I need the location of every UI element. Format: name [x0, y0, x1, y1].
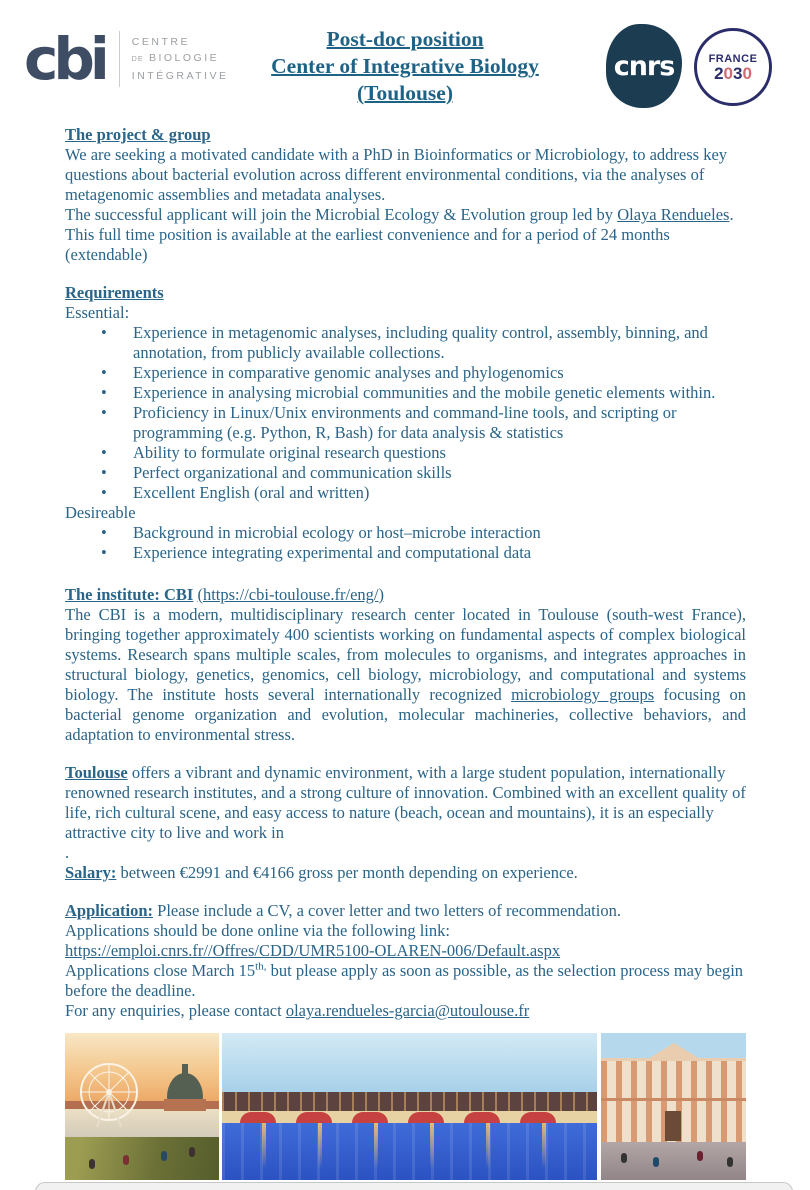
- section-heading-toulouse: Toulouse: [65, 763, 128, 782]
- application-url-link[interactable]: https://emploi.cnrs.fr//Offres/CDD/UMR5100-OLAREN-006/Default.aspx: [65, 941, 561, 960]
- enquiries-line: [65, 1001, 746, 1021]
- bridge-arch: [240, 1112, 276, 1123]
- application-link-line: [65, 941, 746, 961]
- project-para2-rest: . This full time position is available at the earliest convenience and for a period of 24 months (extendable): [65, 205, 734, 264]
- light-reflection: [430, 1123, 434, 1180]
- light-reflection: [318, 1123, 322, 1180]
- list-item: • Excellent English (oral and written): [65, 483, 746, 503]
- essential-list: [65, 323, 746, 503]
- enquiries-text: For any enquiries, please contact: [65, 1001, 286, 1020]
- list-item: • Background in microbial ecology or host–microbe interaction: [65, 523, 746, 543]
- title-line-3: (Toulouse): [357, 81, 453, 105]
- bridge-arch: [408, 1112, 444, 1123]
- digit-3: 3: [733, 63, 743, 83]
- photo-pont-neuf-bridge: [222, 1033, 597, 1180]
- cbi-subtitle-line1: CENTRE: [131, 36, 190, 48]
- facade-cornice: [601, 1098, 746, 1101]
- project-paragraph-1: We are seeking a motivated candidate with a PhD in Bioinformatics or Microbiology, to address key questions about bacterial evolution across different environmental conditions, via the analyses of metagenomic assemblies and metadata analyses.: [65, 145, 728, 204]
- project-paragraph-2: [65, 205, 746, 265]
- person-silhouette: [621, 1153, 627, 1163]
- cbi-subtitle-de: DE: [131, 56, 144, 63]
- cbi-subtitle-biologie: BIOLOGIE: [148, 52, 220, 64]
- title-line-2: Center of Integrative Biology: [271, 54, 539, 78]
- cbi-logo-divider: [119, 31, 120, 87]
- document-body: [65, 125, 746, 1021]
- deadline-text: Applications close March 15: [65, 961, 256, 980]
- salary-line: [65, 863, 746, 883]
- deadline-superscript: th,: [255, 960, 267, 973]
- photo-capitole: [601, 1033, 746, 1180]
- bridge-arch: [464, 1112, 500, 1123]
- project-para2-text: The successful applicant will join the Microbial Ecology & Evolution group led by: [65, 205, 618, 224]
- list-item: • Experience in analysing microbial communities and the mobile genetic elements within.: [65, 383, 746, 403]
- cbi-website-link[interactable]: (https://cbi-toulouse.fr/eng/): [197, 585, 384, 604]
- list-item: • Experience in comparative genomic analyses and phylogenomics: [65, 363, 746, 383]
- list-item: • Proficiency in Linux/Unix environments and command-line tools, and scripting or programming (e.g. Python, R, Bash) for data analysis & statistics: [65, 403, 746, 443]
- bridge-arch: [520, 1112, 556, 1123]
- person-silhouette: [653, 1157, 659, 1167]
- application-label: Application:: [65, 901, 154, 920]
- digit-2: 2: [714, 63, 724, 83]
- section-heading-project: The project & group: [65, 125, 211, 144]
- section-heading-institute: The institute: CBI: [65, 585, 194, 604]
- person-silhouette: [89, 1159, 95, 1169]
- france-2030-year: [714, 65, 752, 82]
- toulouse-text: offers a vibrant and dynamic environment, with a large student population, internationally renowned research institutes, and a strong culture of innovation. Combined with an excellent quality of life, rich cultural scene, and easy access to nature (beach, ocean and mountains), it is an especially attractive city to live and work in: [65, 763, 746, 842]
- bridge-deck: [222, 1111, 597, 1123]
- cbi-subtitle-line3: INTÉGRATIVE: [131, 70, 229, 82]
- cnrs-logo-text: cnrs: [613, 50, 675, 82]
- dome-base-building: [164, 1099, 206, 1111]
- light-reflection: [374, 1123, 378, 1180]
- section-heading-requirements: Requirements: [65, 283, 164, 302]
- digit-0b: 0: [742, 63, 752, 83]
- ferris-wheel-icon: [73, 1059, 145, 1131]
- institute-heading-line: [65, 585, 746, 605]
- institute-paragraph: [65, 605, 746, 745]
- contact-email-link[interactable]: olaya.rendueles-garcia@utoulouse.fr: [285, 1001, 530, 1020]
- grass-bank: [65, 1137, 219, 1180]
- toulouse-paragraph: [65, 763, 746, 843]
- salary-text: between €2991 and €4166 gross per month depending on experience.: [116, 863, 578, 882]
- deadline-text-rest: but please apply as soon as possible, as the selection process may begin before the deadline.: [65, 961, 744, 1000]
- cbi-logo-wordmark: cbi: [24, 25, 105, 93]
- france-2030-logo: [694, 28, 772, 106]
- person-silhouette: [123, 1155, 129, 1165]
- title-line-1: Post-doc position: [326, 27, 484, 51]
- institute-text-rest: focusing on bacterial genome organization and evolution, molecular machineries, collective behaviors, and adaptation to environmental stress.: [65, 685, 747, 744]
- stray-period: .: [65, 843, 70, 862]
- desirable-list: [65, 523, 746, 563]
- light-reflection: [542, 1123, 546, 1180]
- page-title: [205, 26, 605, 107]
- list-item: • Experience integrating experimental and computational data: [65, 543, 746, 563]
- list-item: • Perfect organizational and communication skills: [65, 463, 746, 483]
- essential-label: Essential:: [65, 303, 130, 322]
- microbiology-groups-link[interactable]: microbiology groups: [511, 685, 655, 704]
- light-reflection: [262, 1123, 266, 1180]
- application-text-1: Please include a CV, a cover letter and two letters of recommendation.: [153, 901, 621, 920]
- application-line-1: [65, 901, 746, 921]
- application-line-2: Applications should be done online via the following link:: [65, 921, 450, 940]
- city-skyline: [222, 1092, 597, 1111]
- desirable-label: Desireable: [65, 503, 136, 522]
- person-silhouette: [727, 1157, 733, 1167]
- light-reflection: [486, 1123, 490, 1180]
- water-sheen: [222, 1123, 597, 1180]
- list-item: • Experience in metagenomic analyses, including quality control, assembly, binning, and annotation, from publicly available collections.: [65, 323, 746, 363]
- olaya-rendueles-link[interactable]: Olaya Rendueles: [617, 205, 730, 224]
- photo-strip: [65, 1033, 746, 1180]
- person-silhouette: [189, 1147, 195, 1157]
- cbi-logo: [24, 25, 229, 93]
- person-silhouette: [161, 1151, 167, 1161]
- person-silhouette: [697, 1151, 703, 1161]
- france-2030-text: FRANCE: [708, 52, 758, 65]
- institute-text: The CBI is a modern, multidisciplinary research center located in Toulouse (south-west France), bringing together approximately 400 scientists working on fundamental aspects of complex biological systems. Research spans multiple scales, from molecules to organisms, and integrates approaches in structural biology, genetics, genomics, cell biology, microbiology, and computational and systems biology. The institute hosts several internationally recognized: [65, 605, 746, 704]
- application-deadline-line: [65, 961, 746, 1001]
- bridge-arch: [352, 1112, 388, 1123]
- salary-label: Salary:: [65, 863, 117, 882]
- cnrs-logo: [606, 24, 682, 108]
- list-item: • Ability to formulate original research questions: [65, 443, 746, 463]
- digit-0a: 0: [723, 63, 733, 83]
- bridge-arch: [296, 1112, 332, 1123]
- bottom-panel-edge[interactable]: [35, 1182, 793, 1190]
- entrance-door: [665, 1111, 681, 1141]
- pediment: [648, 1043, 700, 1059]
- photo-ferris-wheel-sunset: [65, 1033, 219, 1180]
